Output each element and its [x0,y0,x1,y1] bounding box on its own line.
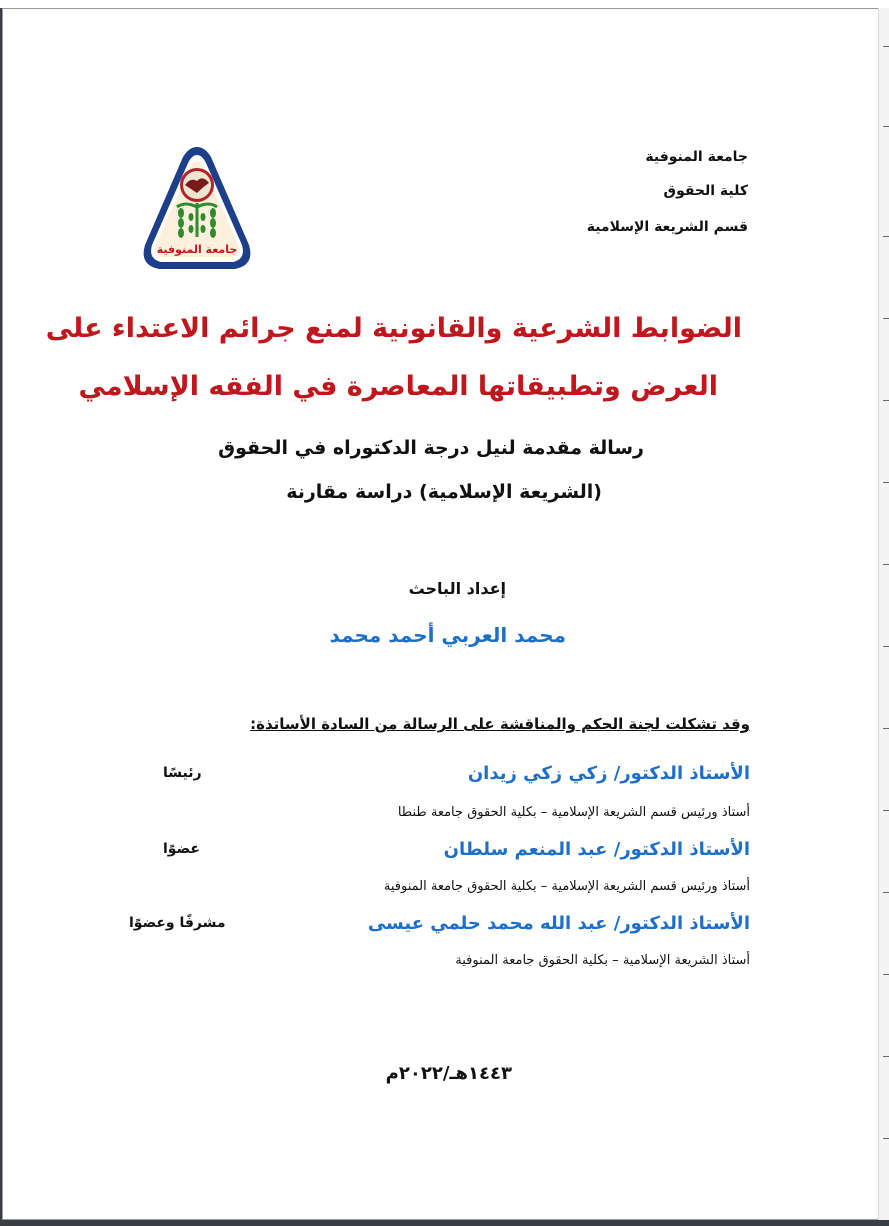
faculty-name: كلية الحقوق [663,183,748,199]
left-edge [0,8,2,1220]
thesis-date: ١٤٤٣هـ/٢٠٢٢م [385,1063,512,1084]
committee-member-1-desc: أستاذ ورئيس قسم الشريعة الإسلامية – بكلية الحقوق جامعة طنطا [397,805,750,820]
committee-member-1-name: الأستاذ الدكتور/ زكي زكي زيدان [467,763,750,784]
university-logo-icon [139,141,255,279]
committee-heading: وقد تشكلت لجنة الحكم والمناقشة على الرسالة من السادة الأساتذة: [250,715,750,733]
department-name: قسم الشريعة الإسلامية [586,219,748,235]
committee-member-2-role: عضوًا [163,841,200,857]
committee-member-3-role: مشرفًا وعضوًا [129,915,226,931]
thesis-subtitle-line-2: (الشريعة الإسلامية) دراسة مقارنة [286,481,602,503]
author-name: محمد العربي أحمد محمد [329,623,566,647]
top-toolbar-strip [0,0,889,8]
logo-text: جامعة المنوفية [156,243,238,256]
thesis-title-line-2: العرض وتطبيقاتها المعاصرة في الفقه الإسلامي [78,371,718,402]
thesis-subtitle-line-1: رسالة مقدمة لنيل درجة الدكتوراه في الحقوق [218,437,644,459]
committee-member-3-desc: أستاذ الشريعة الإسلامية – بكلية الحقوق جامعة المنوفية [455,953,750,968]
right-ruler [878,8,889,1220]
committee-member-3-name: الأستاذ الدكتور/ عبد الله محمد حلمي عيسى [367,913,750,934]
thesis-title-line-1: الضوابط الشرعية والقانونية لمنع جرائم الاعتداء على [45,313,742,344]
author-label: إعداد الباحث [408,579,506,598]
committee-member-2-desc: أستاذ ورئيس قسم الشريعة الإسلامية – بكلية الحقوق جامعة المنوفية [383,879,750,894]
committee-member-1-role: رئيسًا [163,765,202,781]
university-name: جامعة المنوفية [645,149,748,165]
document-page [2,8,879,1220]
committee-member-2-name: الأستاذ الدكتور/ عبد المنعم سلطان [443,839,750,860]
